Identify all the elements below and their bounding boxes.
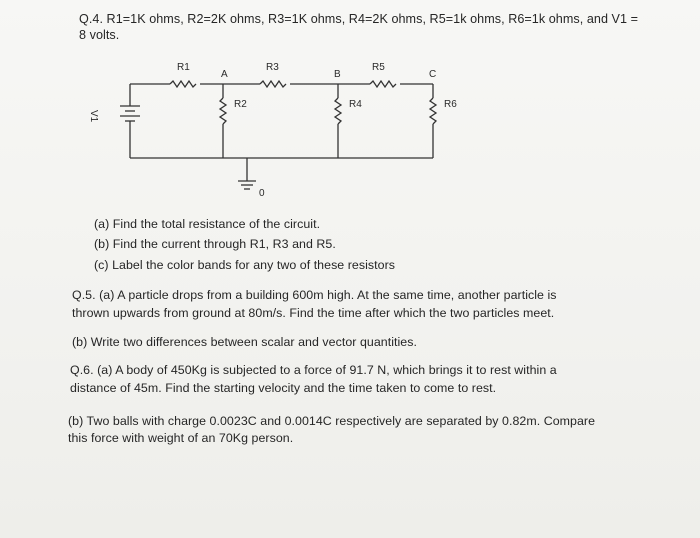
label-v1: V1: [88, 110, 99, 123]
label-node-a: A: [221, 69, 228, 80]
circuit-diagram: [88, 56, 460, 206]
q4-part-a: (a) Find the total resistance of the circuit.: [94, 217, 321, 231]
q5-part-b: (b) Write two differences between scalar and vector quantities.: [72, 335, 417, 349]
ground-symbol: [238, 158, 256, 189]
q4-part-b: (b) Find the current through R1, R3 and R5.: [94, 237, 336, 251]
q6-part-a-line1: Q.6. (a) A body of 450Kg is subjected to a force of 91.7 N, which brings it to rest within a: [70, 363, 557, 377]
label-node-b: B: [334, 69, 341, 80]
label-r3: R3: [266, 62, 279, 73]
label-r2: R2: [234, 99, 247, 110]
q6-part-a-line2: distance of 45m. Find the starting velocity and the time taken to come to rest.: [70, 381, 497, 395]
q4-text-line2: 8 volts.: [79, 28, 120, 42]
resistor-r6: [430, 98, 436, 124]
label-r1: R1: [177, 62, 190, 73]
label-r5: R5: [372, 62, 385, 73]
label-r4: R4: [349, 99, 362, 110]
resistor-r1: [170, 81, 196, 87]
q5-part-a-line1: Q.5. (a) A particle drops from a building 600m high. At the same time, another particle is: [72, 288, 557, 302]
q5-part-a-line2: thrown upwards from ground at 80m/s. Find the time after which the two particles meet.: [72, 306, 555, 320]
q6-part-b-line1: (b) Two balls with charge 0.0023C and 0.0014C respectively are separated by 0.82m. Compare: [68, 414, 596, 428]
resistor-r4: [335, 98, 341, 124]
q4-part-c: (c) Label the color bands for any two of these resistors: [94, 258, 396, 272]
resistor-r5: [370, 81, 396, 87]
label-r6: R6: [444, 99, 457, 110]
battery-v1: [120, 106, 140, 121]
label-node-c: C: [429, 69, 437, 80]
resistor-r3: [260, 81, 286, 87]
q4-text-line1: Q.4. R1=1K ohms, R2=2K ohms, R3=1K ohms, R4=2K ohms, R5=1k ohms, R6=1k ohms, and V1 =: [79, 12, 639, 26]
label-ground: 0: [259, 188, 265, 199]
resistor-r2: [220, 98, 226, 124]
q6-part-b-line2: this force with weight of an 70Kg person.: [68, 431, 294, 445]
